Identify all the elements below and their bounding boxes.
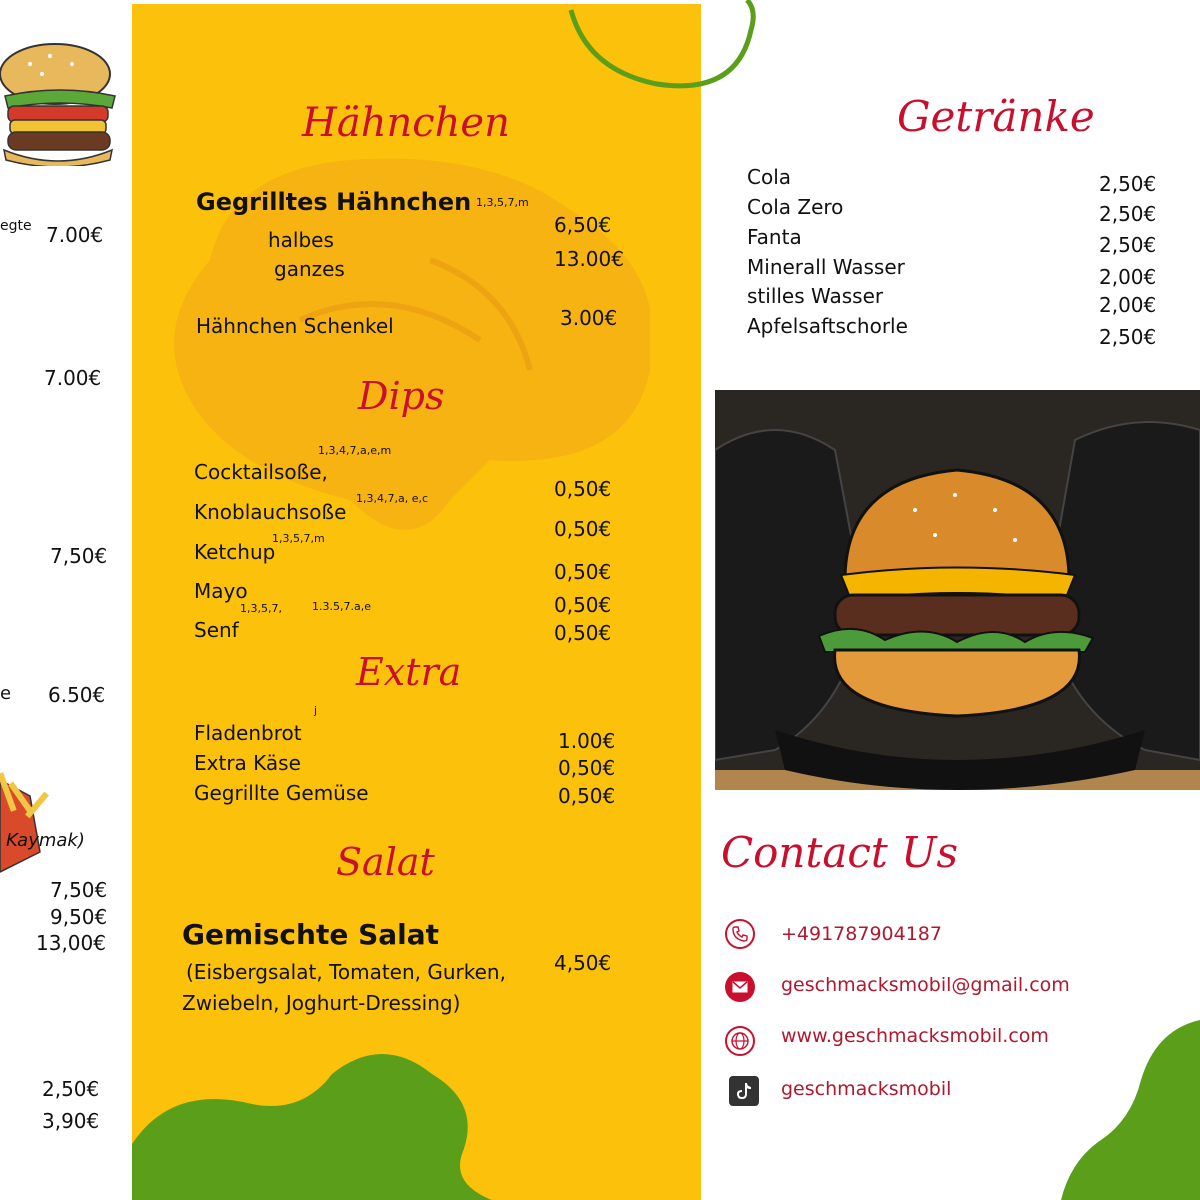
left-price: 9,50€ — [50, 905, 108, 929]
dip-price: 0,50€ — [554, 593, 612, 617]
tiktok-icon — [729, 1076, 759, 1106]
price-halbes: 6,50€ — [554, 213, 612, 237]
drink-item: Apfelsaftschorle — [747, 314, 908, 338]
section-title-dips: Dips — [358, 374, 445, 418]
section-title-contact: Contact Us — [721, 828, 959, 877]
dip-item: Cocktailsoße, — [194, 460, 328, 484]
left-price: 7.00€ — [46, 223, 104, 247]
item-haehnchen-schenkel: Hähnchen Schenkel — [196, 314, 394, 338]
extra-price: 1.00€ — [558, 729, 616, 753]
decorative-stroke — [567, 0, 767, 90]
drink-item: stilles Wasser — [747, 284, 884, 308]
left-price: 2,50€ — [42, 1077, 100, 1101]
decorative-blob — [1061, 1020, 1200, 1200]
allergen-codes: 1,3,5,7, — [240, 602, 282, 615]
section-title-getraenke: Getränke — [897, 92, 1095, 141]
salat-description: Zwiebeln, Joghurt-Dressing) — [182, 991, 461, 1015]
dip-price: 0,50€ — [554, 560, 612, 584]
left-price: 6.50€ — [48, 683, 106, 707]
drink-price: 2,50€ — [1099, 325, 1157, 349]
size-label-ganzes: ganzes — [274, 257, 345, 281]
phone-icon — [725, 919, 755, 949]
drink-price: 2,00€ — [1099, 265, 1157, 289]
drinks-contact-panel — [701, 0, 1200, 1200]
menu-fragment-text: egte — [0, 218, 32, 234]
allergen-codes: 1.3.5,7.a,e — [312, 600, 371, 613]
left-price: 7,50€ — [50, 544, 108, 568]
dip-price: 0,50€ — [554, 517, 612, 541]
price-schenkel: 3.00€ — [560, 306, 618, 330]
extra-price: 0,50€ — [558, 756, 616, 780]
dip-item: Senf — [194, 618, 239, 642]
drink-item: Cola Zero — [747, 195, 844, 219]
contact-website[interactable]: www.geschmacksmobil.com — [781, 1025, 1049, 1047]
allergen-codes: 1,3,5,7,m — [476, 196, 529, 209]
mail-icon — [725, 972, 755, 1002]
globe-icon — [725, 1026, 755, 1056]
salat-description: (Eisbergsalat, Tomaten, Gurken, — [186, 960, 506, 984]
drink-price: 2,50€ — [1099, 202, 1157, 226]
menu-fragment-text: e — [0, 683, 12, 704]
dip-price: 0,50€ — [554, 477, 612, 501]
drink-item: Fanta — [747, 225, 802, 249]
item-title-gegrilltes-haehnchen: Gegrilltes Hähnchen — [196, 188, 472, 216]
section-title-salat: Salat — [336, 840, 435, 884]
burger-illustration-icon — [0, 34, 118, 166]
left-price: 3,90€ — [42, 1109, 100, 1133]
left-price: 13,00€ — [36, 931, 106, 955]
extra-item: Gegrillte Gemüse — [194, 781, 369, 805]
extra-item: Fladenbrot — [194, 721, 302, 745]
allergen-codes: 1,3,4,7,a,e,m — [318, 444, 392, 457]
salat-price: 4,50€ — [554, 951, 612, 975]
drink-price: 2,00€ — [1099, 293, 1157, 317]
drink-item: Minerall Wasser — [747, 255, 905, 279]
size-label-halbes: halbes — [268, 228, 334, 252]
price-ganzes: 13.00€ — [554, 247, 624, 271]
section-title-haehnchen: Hähnchen — [302, 100, 510, 146]
menu-fragment-text: Kaymak) — [6, 830, 85, 851]
left-menu-strip — [0, 0, 130, 1200]
food-menu-panel — [132, 4, 701, 1200]
burger-photo — [715, 390, 1200, 790]
left-price: 7,50€ — [50, 878, 108, 902]
dip-item: Mayo — [194, 579, 248, 603]
dip-item: Ketchup — [194, 540, 276, 564]
extra-item: Extra Käse — [194, 751, 301, 775]
drink-price: 2,50€ — [1099, 172, 1157, 196]
decorative-blob — [132, 1044, 701, 1200]
allergen-codes: 1,3,5,7,m — [272, 532, 325, 545]
extra-price: 0,50€ — [558, 784, 616, 808]
item-title-gemischte-salat: Gemischte Salat — [182, 918, 440, 951]
dip-price: 0,50€ — [554, 621, 612, 645]
drink-item: Cola — [747, 165, 792, 189]
section-title-extra: Extra — [356, 650, 462, 694]
allergen-codes: j — [314, 704, 318, 717]
dip-item: Knoblauchsoße — [194, 500, 347, 524]
contact-email[interactable]: geschmacksmobil@gmail.com — [781, 974, 1070, 996]
fries-illustration-icon — [0, 772, 60, 876]
contact-tiktok[interactable]: geschmacksmobil — [781, 1078, 952, 1100]
drink-price: 2,50€ — [1099, 233, 1157, 257]
contact-phone[interactable]: +491787904187 — [781, 923, 942, 945]
allergen-codes: 1,3,4,7,a, e,c — [356, 492, 429, 505]
left-price: 7.00€ — [44, 366, 102, 390]
